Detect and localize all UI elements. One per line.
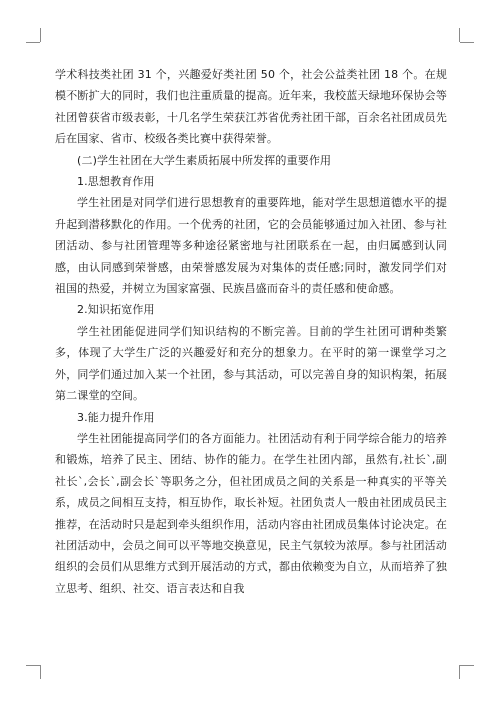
paragraph-ideological-education: 学生社团是对同学们进行思想教育的重要阵地，能对学生思想道德水平的提升起到潜移默化的作用。一个优秀的社团，它的会员能够通过加入社团、参与社团活动、参与社团管理等多种途径紧密地与社团联系在一起，由归属感到认同感，由认同感到荣誉感，由荣誉感发展为对集体的责任感;同时，激发同学们对祖国的热爱，并树立为国家富强、民族昌盛而奋斗的责任感和使命感。 bbox=[55, 196, 447, 296]
crop-mark-top-right-horizontal bbox=[460, 42, 474, 43]
subheading-ideological-education: 1.思想教育作用 bbox=[77, 175, 155, 189]
crop-mark-top-left-vertical bbox=[40, 28, 41, 42]
document-body bbox=[55, 64, 447, 599]
paragraph-intro: 学术科技类社团 31 个，兴趣爱好类社团 50 个，社会公益类社团 18 个。在规模不断扩大的同时，我们也注重质量的提高。近年来，我校蓝天绿地环保协会等社团曾获省市级表彰，十几名学生荣获江苏省优秀社团干部，百余名社团成员先后在国家、省市、校级各类比赛中获得荣誉。 bbox=[55, 68, 447, 146]
crop-mark-bottom-right-vertical bbox=[459, 665, 460, 679]
section-heading-role: (二)学生社团在大学生素质拓展中所发挥的重要作用 bbox=[77, 153, 332, 167]
subheading-knowledge-expansion: 2.知识拓宽作用 bbox=[77, 303, 155, 317]
paragraph-ability-improvement: 学生社团能提高同学们的各方面能力。社团活动有利于同学综合能力的培养和锻炼，培养了民主、团结、协作的能力。在学生社团内部，虽然有,社长`,副社长`,会长`,副会长`等职务之分，但社团成员之间的关系是一种真实的平等关系，成员之间相互支持，相互协作，取长补短。社团负责人一般由社团成员民主推荐，在活动时只是起到牵头组织作用，活动内容由社团成员集体讨论决定。在社团活动中，会员之间可以平等地交换意见，民主气氛较为浓厚。参与社团活动组织的会员们从思维方式到开展活动的方式，都由依赖变为自立，从而培养了独立思考、组织、社交、语言表达和自我 bbox=[55, 431, 447, 595]
crop-mark-bottom-left-horizontal bbox=[26, 665, 40, 666]
paragraph-knowledge-expansion: 学生社团能促进同学们知识结构的不断完善。目前的学生社团可谓种类繁多，体现了大学生广泛的兴趣爱好和充分的想象力。在平时的第一课堂学习之外，同学们通过加入某一个社团，参与其活动，可以完善自身的知识构架，拓展第二课堂的空间。 bbox=[55, 324, 447, 403]
crop-mark-bottom-right-horizontal bbox=[460, 665, 474, 666]
crop-mark-top-left-horizontal bbox=[26, 42, 40, 43]
crop-mark-top-right-vertical bbox=[459, 28, 460, 42]
crop-mark-bottom-left-vertical bbox=[40, 665, 41, 679]
subheading-ability-improvement: 3.能力提升作用 bbox=[77, 410, 155, 424]
